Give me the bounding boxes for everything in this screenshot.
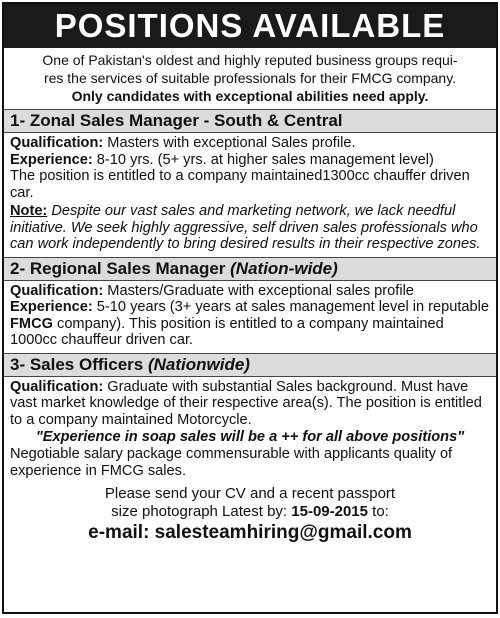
intro-line-3: Only candidates with exceptional abilities need apply. xyxy=(71,88,429,104)
position-2-details xyxy=(4,281,496,349)
position-3-title: 3- Sales Officers xyxy=(10,354,148,374)
fmcg-text: FMCG xyxy=(10,315,53,332)
position-2-heading xyxy=(4,257,496,281)
position-3-heading xyxy=(4,353,496,377)
email-contact[interactable]: e-mail: salesteamhiring@gmail.com xyxy=(88,522,412,543)
experience-label: Experience: xyxy=(10,151,93,168)
qualification-text: Graduate with substantial Sales background. Must have vast market knowledge of their respective area(s). The position is entitled to a company maintained Motorcycle. xyxy=(10,378,482,428)
position-3-scope: (Nationwide) xyxy=(147,354,250,374)
soap-experience-note: "Experience in soap sales will be a ++ for all above positions" xyxy=(35,429,465,445)
apply-line-2-text: size photograph Latest by: xyxy=(111,503,292,520)
experience-label: Experience: xyxy=(10,299,93,315)
job-advertisement xyxy=(2,2,498,614)
apply-instructions xyxy=(4,485,496,545)
intro xyxy=(4,48,496,105)
intro-line-1: One of Pakistan's oldest and highly reputed business groups requi- xyxy=(42,52,458,68)
position-1-heading: 1- Zonal Sales Manager - South & Central xyxy=(4,109,496,133)
qualification-label: Qualification: xyxy=(10,135,104,151)
position-1-details xyxy=(4,133,496,253)
qualification-label: Qualification: xyxy=(10,282,104,299)
experience-text: 8-10 yrs. (5+ yrs. at higher sales management level) xyxy=(92,151,434,168)
experience-text-cont: company). This position is entitled to a company maintained 1000cc chauffeur driven car. xyxy=(10,315,444,348)
qualification-text: Masters with exceptional Sales profile. xyxy=(103,135,356,151)
note-label: Note: xyxy=(10,203,48,219)
apply-line-2-end: to: xyxy=(368,503,389,520)
experience-text: 5-10 years (3+ years at sales management level in reputable xyxy=(92,299,490,315)
intro-line-2: res the services of suitable professionals for their FMCG company. xyxy=(43,70,457,86)
position-2-scope: (Nation-wide) xyxy=(230,258,338,278)
apply-line-2 xyxy=(4,503,496,521)
apply-date: 15-09-2015 xyxy=(291,503,368,520)
apply-line-1: Please send your CV and a recent passport xyxy=(104,485,396,502)
salary-text: Negotiable salary package commensurable with applicants quality of experience in FMCG sales. xyxy=(10,446,453,479)
note-text: Despite our vast sales and marketing network, we lack needful initiative. We seek highly aggressive, self driven sales professionals who can work independently to bring desired results in their respective zones. xyxy=(10,203,481,252)
entitlement-text: The position is entitled to a company maintained1300cc chauffer driven car. xyxy=(10,168,470,201)
position-2-title: 2- Regional Sales Manager xyxy=(10,258,231,278)
qualification-text: Masters/Graduate with exceptional sales profile xyxy=(103,282,414,299)
qualification-label: Qualification: xyxy=(10,378,104,395)
page-title: POSITIONS AVAILABLE xyxy=(4,4,496,48)
position-3-details xyxy=(4,377,496,429)
